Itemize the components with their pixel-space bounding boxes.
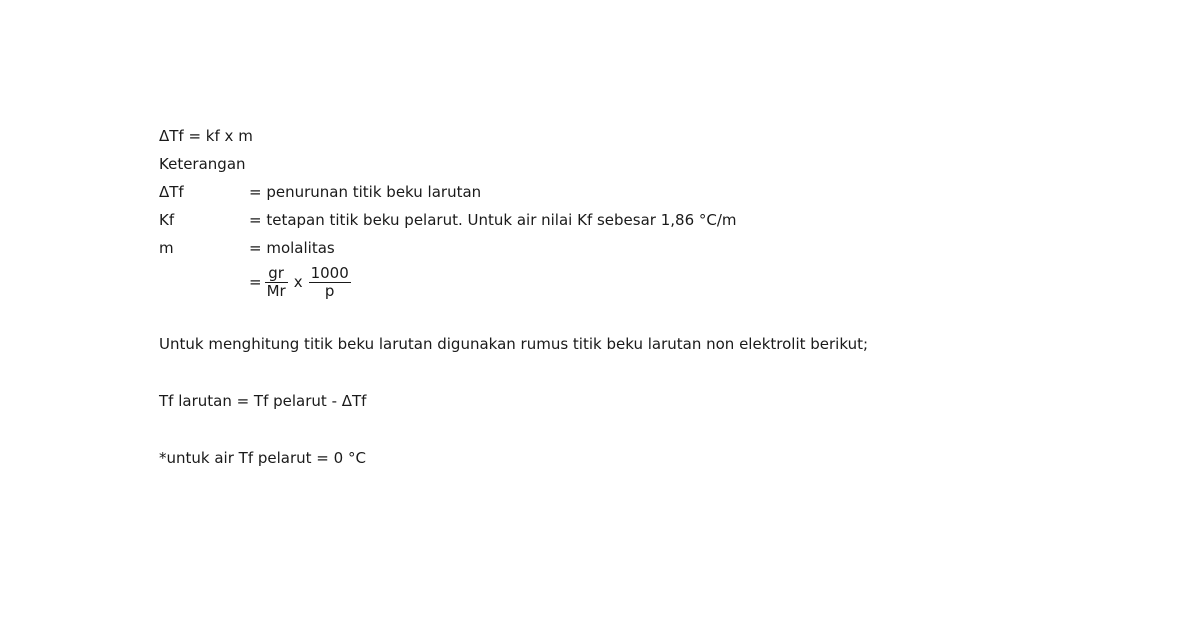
definition-term: m bbox=[159, 239, 174, 257]
fraction-1000-over-p bbox=[309, 265, 351, 300]
equals-sign: = bbox=[249, 273, 262, 291]
main-formula: ΔTf = kf x m bbox=[159, 127, 253, 145]
definition-term: Kf bbox=[159, 211, 175, 229]
definition-term: ΔTf bbox=[159, 183, 184, 201]
molality-formula bbox=[249, 262, 354, 302]
document-body bbox=[159, 0, 1159, 630]
definition-text: = tetapan titik beku pelarut. Untuk air nilai Kf sebesar 1,86 °C/m bbox=[249, 211, 737, 229]
footnote: *untuk air Tf pelarut = 0 °C bbox=[159, 449, 366, 467]
fraction-numerator: gr bbox=[268, 263, 284, 282]
fraction-gr-over-mr bbox=[265, 265, 288, 300]
times-sign: x bbox=[293, 273, 303, 291]
keterangan-heading: Keterangan bbox=[159, 155, 246, 173]
explanation-paragraph: Untuk menghitung titik beku larutan digunakan rumus titik beku larutan non elektrolit berikut; bbox=[159, 335, 869, 353]
fraction-denominator: p bbox=[324, 281, 335, 300]
definition-text: = penurunan titik beku larutan bbox=[249, 183, 482, 201]
fraction-denominator: Mr bbox=[266, 281, 286, 300]
definition-text: = molalitas bbox=[249, 239, 335, 257]
fraction-numerator: 1000 bbox=[310, 263, 349, 282]
tf-formula: Tf larutan = Tf pelarut - ΔTf bbox=[159, 392, 367, 410]
